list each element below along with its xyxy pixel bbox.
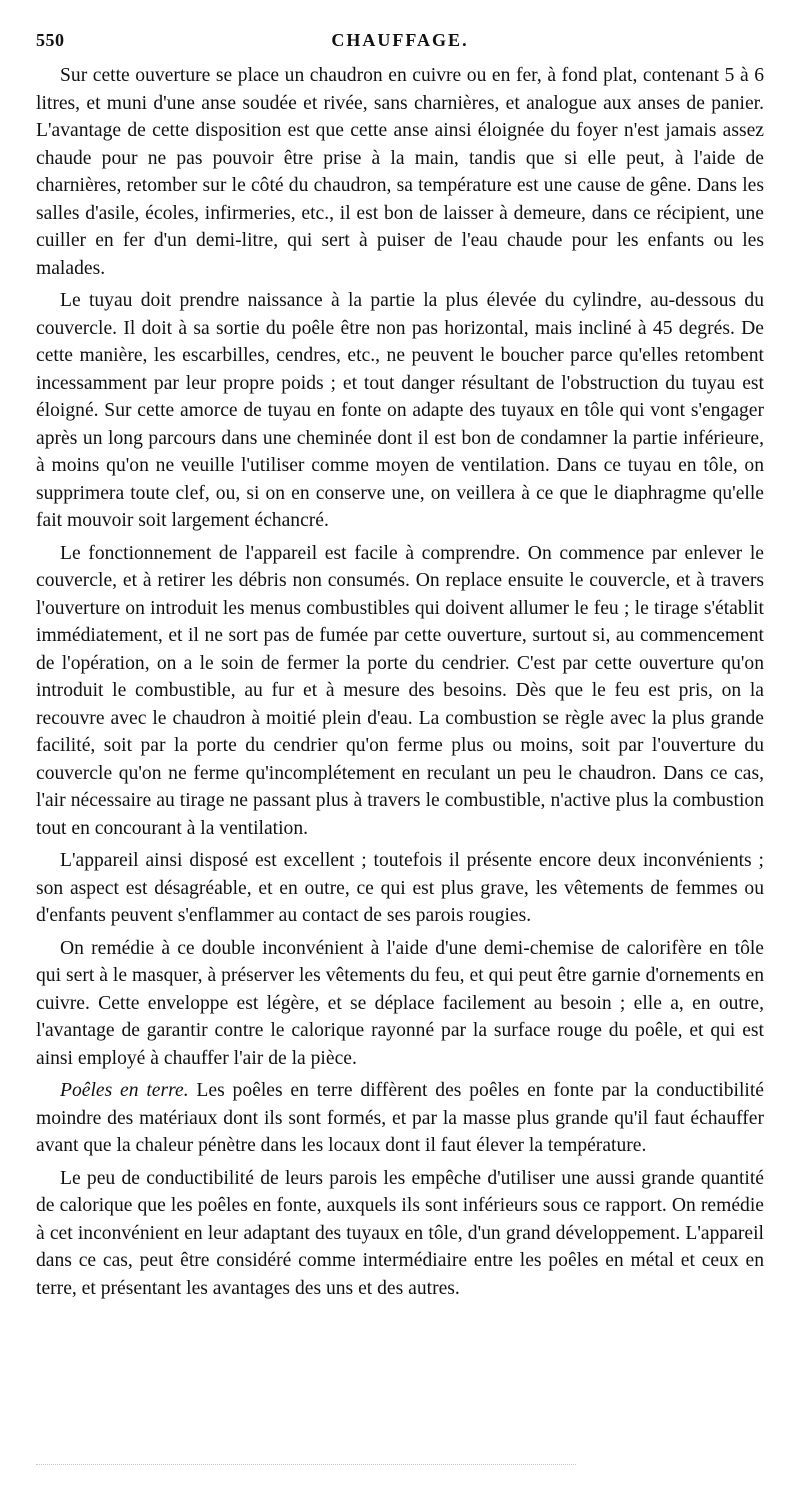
paragraph-demi-chemise: On remédie à ce double inconvénient à l'aide d'une demi-chemise de calorifère en tôle qui sert à le masquer, à préserver les vêtements du feu, et qui peut être garnie d'ornements en cuivre. Cette enveloppe est légère, et se déplace facilement au besoin ; elle a, en outre, l'avantage de garantir contre le calorique rayonné par la surface rouge du poêle, et qui est ainsi employé à chauffer l'air de la pièce.	[36, 937, 764, 1069]
paragraph-poeles-en-terre-text: Les poêles en terre diffèrent des poêles en fonte par la conductibilité moindre des matériaux dont ils sont formés, et par la masse plus grande qu'il faut échauffer avant que la chaleur pénètre dans les locaux dont il faut élever la température.	[36, 1080, 764, 1156]
page-header	[36, 24, 764, 54]
page-number: 550	[36, 30, 65, 50]
section-lead-poeles-en-terre: Poêles en terre.	[60, 1080, 189, 1101]
paragraph-poeles-en-terre	[36, 1077, 764, 1160]
paragraph-chaudron: Sur cette ouverture se place un chaudron en cuivre ou en fer, à fond plat, contenant 5 à 6 litres, et muni d'une anse soudée et rivée, sans charnières, et analogue aux anses de panier. L'avantage de cette disposition est que cette anse ainsi éloignée du foyer n'est jamais assez chaude pour ne pas pouvoir être prise à la main, tandis que si elle peut, à l'aide de charnières, retomber sur le côté du chaudron, sa température est une cause de gêne. Dans les salles d'asile, écoles, infirmeries, etc., il est bon de laisser à demeure, dans ce récipient, une cuiller en fer d'un demi-litre, qui sert à puiser de l'eau chaude pour les enfants ou les malades.	[36, 65, 764, 279]
running-head: CHAUFFAGE.	[331, 30, 469, 50]
faint-footer-line	[36, 1464, 576, 1467]
paragraph-tuyau: Le tuyau doit prendre naissance à la partie la plus élevée du cylindre, au-dessous du couvercle. Il doit à sa sortie du poêle être non pas horizontal, mais incliné à 45 degrés. De cette manière, les escarbilles, cendres, etc., ne peuvent le boucher parce qu'elles retombent incessamment par leur propre poids ; et tout danger résultant de l'obstruction du tuyau est éloigné. Sur cette amorce de tuyau en fonte on adapte des tuyaux en tôle qui vont s'engager après un long parcours dans une cheminée dont il est bon de condamner la partie inférieure, à moins qu'on ne veuille l'utiliser comme moyen de ventilation. Dans ce tuyau en tôle, on supprimera toute clef, ou, si on en conserve une, on veillera à ce que le diaphragme qu'elle fait mouvoir soit largement échancré.	[36, 290, 764, 531]
paragraph-inconvenients: L'appareil ainsi disposé est excellent ; toutefois il présente encore deux inconvénients ; son aspect est désagréable, et en outre, ce qui est plus grave, les vêtements de femmes ou d'enfants peuvent s'enflammer au contact de ses parois rougies.	[36, 850, 764, 926]
paragraph-fonctionnement: Le fonctionnement de l'appareil est facile à comprendre. On commence par enlever le couvercle, et à retirer les débris non consumés. On replace ensuite le couvercle, et à travers l'ouverture on introduit les menus combustibles qui doivent allumer le feu ; le tirage s'établit immédiatement, et il ne sort pas de fumée par cette ouverture, surtout si, au commencement de l'opération, on a le soin de fermer la porte du cendrier. C'est par cette ouverture qu'on introduit le combustible, au fur et à mesure des besoins. Dès que le feu est pris, on la recouvre avec le chaudron à moitié plein d'eau. La combustion se règle avec la plus grande facilité, soit par la porte du cendrier qu'on ferme plus ou moins, soit par l'ouverture du couvercle qu'on ne ferme qu'incomplétement en reculant un peu le chaudron. Dans ce cas, l'air nécessaire au tirage ne passant plus à travers le combustible, n'active plus la combustion tout en concourant à la ventilation.	[36, 542, 764, 839]
body-text	[36, 62, 764, 1307]
paragraph-conductibilite: Le peu de conductibilité de leurs parois les empêche d'utiliser une aussi grande quantité de calorique que les poêles en fonte, auxquels ils sont inférieurs sous ce rapport. On remédie à cet inconvénient en leur adaptant des tuyaux en tôle, d'un grand développement. L'appareil dans ce cas, peut être considéré comme intermédiaire entre les poêles en métal et ceux en terre, et présentant les avantages des uns et des autres.	[36, 1167, 764, 1299]
